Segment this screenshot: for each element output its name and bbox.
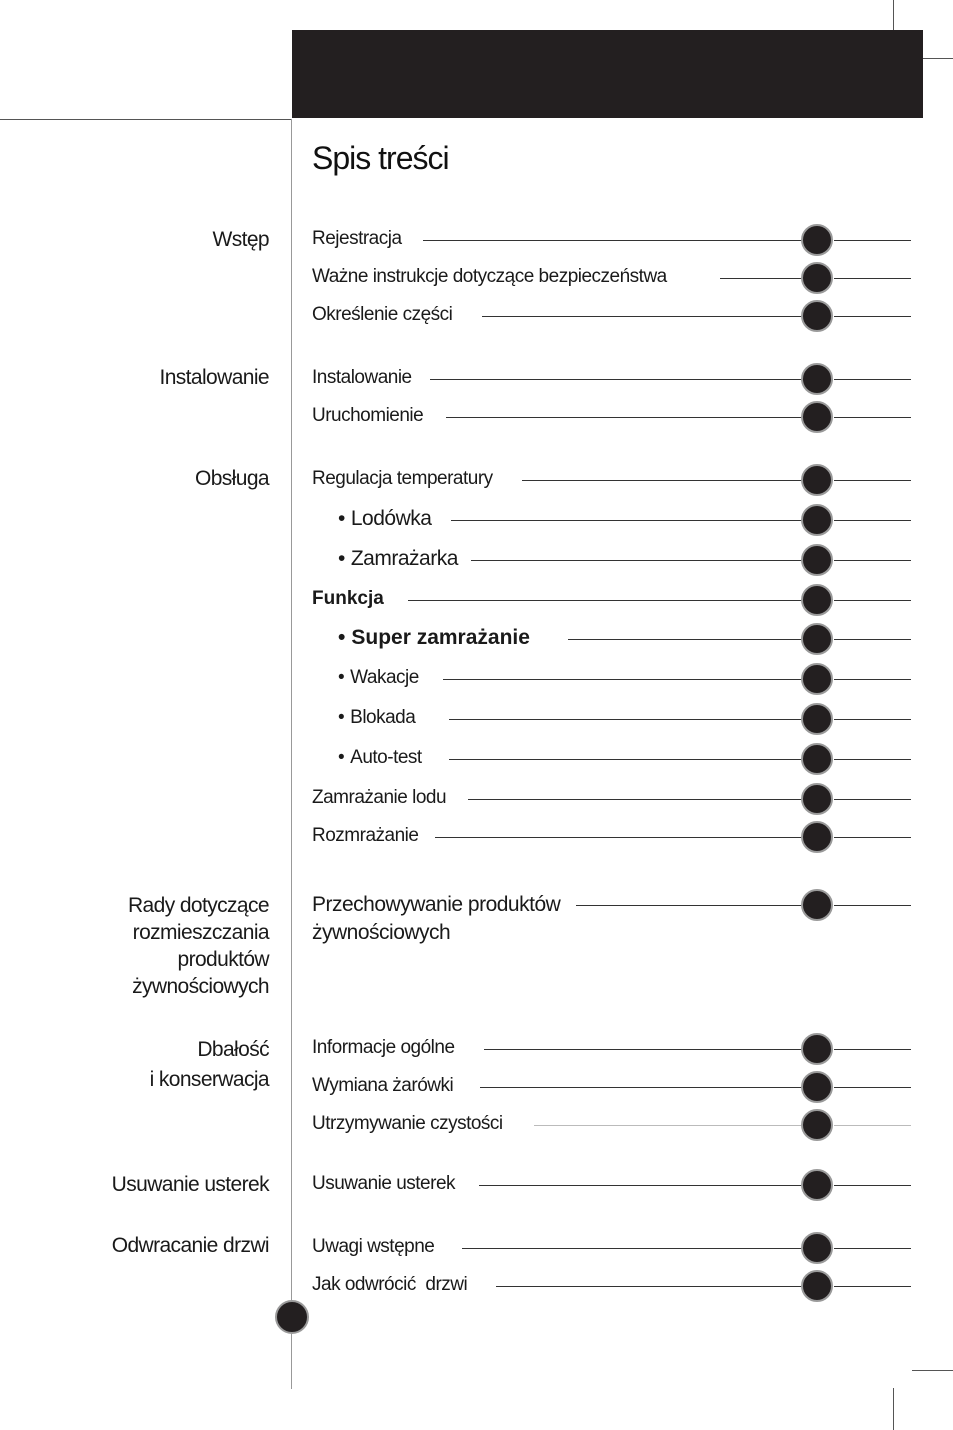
leader-tail (834, 837, 911, 838)
toc-entry-label: Zamrażanie lodu (312, 786, 447, 808)
page-marker-dot (801, 703, 833, 735)
section-label-wstep: Wstęp (212, 228, 269, 251)
toc-entry-label: Rejestracja (312, 227, 402, 249)
leader-line (522, 480, 803, 481)
toc-entry-label (338, 747, 424, 769)
leader-line (534, 1125, 803, 1126)
page-number-dot (275, 1300, 309, 1334)
crop-mark-top (893, 0, 894, 30)
leader-tail (834, 905, 911, 906)
toc-entry-text: Wakacje (350, 666, 419, 688)
page-marker-dot (801, 1033, 833, 1065)
leader-tail (834, 719, 911, 720)
page-marker-dot (801, 783, 833, 815)
page-marker-dot (801, 504, 833, 536)
crop-mark-right-bottom (912, 1370, 953, 1371)
toc-entry-label: Jak odwrócić drzwi (312, 1273, 468, 1295)
leader-tail (834, 560, 911, 561)
leader-tail (834, 759, 911, 760)
leader-tail (834, 240, 911, 241)
bullet-marker: • (338, 746, 345, 768)
toc-entry-label: Funkcja (312, 587, 384, 609)
page-marker-dot (801, 623, 833, 655)
toc-entry-label: Ważne instrukcje dotyczące bezpieczeństwa (312, 265, 667, 287)
page-marker-dot (801, 1109, 833, 1141)
toc-entry-label (338, 667, 421, 689)
leader-line (484, 1049, 803, 1050)
leader-line (443, 679, 803, 680)
toc-entry-label (338, 547, 460, 571)
leader-tail (834, 480, 911, 481)
toc-entry-label: Uwagi wstępne (312, 1235, 435, 1257)
toc-entry-label: Przechowywanie produktów żywnościowych (312, 893, 561, 944)
bullet-marker: • (338, 546, 345, 570)
toc-entry-text: Super zamrażanie (351, 625, 530, 649)
page-marker-dot (801, 1169, 833, 1201)
bullet-marker: • (338, 666, 345, 688)
leader-tail (834, 679, 911, 680)
header-bar (292, 30, 923, 118)
page-marker-dot (801, 663, 833, 695)
leader-tail (834, 1087, 911, 1088)
page-marker-dot (801, 224, 833, 256)
toc-entry-text: Blokada (350, 706, 416, 728)
leader-line (449, 719, 803, 720)
toc-entry-label (338, 507, 433, 531)
page-marker-dot (801, 363, 833, 395)
page-marker-dot (801, 889, 833, 921)
leader-line (479, 1185, 803, 1186)
toc-entry-label (338, 707, 417, 729)
leader-tail (834, 600, 911, 601)
leader-line (451, 520, 803, 521)
section-label-dbalosc: Dbałość i konserwacja (149, 1038, 269, 1091)
top-left-rule (0, 119, 292, 120)
toc-entry-label: Regulacja temperatury (312, 467, 493, 489)
toc-entry-label: Utrzymywanie czystości (312, 1112, 503, 1134)
toc-entry-text: Lodówka (350, 506, 432, 530)
leader-line (449, 759, 803, 760)
toc-entry-text: Auto-test (350, 746, 422, 768)
section-label-usuwanie: Usuwanie usterek (111, 1173, 269, 1196)
leader-tail (834, 799, 911, 800)
page-marker-dot (801, 401, 833, 433)
page-marker-dot (801, 1270, 833, 1302)
page-marker-dot (801, 1232, 833, 1264)
section-label-odwracanie: Odwracanie drzwi (111, 1234, 269, 1257)
toc-entry-label: Wymiana żarówki (312, 1074, 454, 1096)
page-marker-dot (801, 464, 833, 496)
page-title: Spis treści (312, 140, 449, 176)
leader-tail (834, 1049, 911, 1050)
toc-entry-label: Uruchomienie (312, 404, 424, 426)
leader-tail (834, 1125, 911, 1126)
toc-entry-label: Instalowanie (312, 366, 412, 388)
toc-entry-label: Rozmrażanie (312, 824, 419, 846)
toc-entry-label (338, 626, 532, 650)
crop-mark-bottom (893, 1388, 894, 1430)
leader-tail (834, 417, 911, 418)
page-marker-dot (801, 584, 833, 616)
toc-entry-text: Zamrażarka (350, 546, 458, 570)
leader-tail (834, 520, 911, 521)
leader-tail (834, 316, 911, 317)
page-marker-dot (801, 544, 833, 576)
section-label-rady: Rady dotyczące rozmieszczania produktów żywnościowych (127, 894, 269, 998)
leader-line (482, 316, 803, 317)
leader-line (568, 639, 803, 640)
leader-line (462, 1248, 803, 1249)
leader-line (468, 799, 803, 800)
section-label-obsluga: Obsługa (194, 467, 269, 490)
leader-line (720, 278, 803, 279)
page-marker-dot (801, 743, 833, 775)
toc-entry-label: Usuwanie usterek (312, 1172, 456, 1194)
page-marker-dot (801, 262, 833, 294)
leader-tail (834, 1286, 911, 1287)
leader-tail (834, 1248, 911, 1249)
leader-line (423, 240, 803, 241)
leader-line (576, 905, 803, 906)
leader-line (446, 417, 803, 418)
bullet-marker: • (338, 625, 346, 649)
leader-tail (834, 278, 911, 279)
leader-line (480, 1087, 803, 1088)
page-marker-dot (801, 300, 833, 332)
bullet-marker: • (338, 506, 345, 530)
toc-entry-label: Określenie części (312, 303, 453, 325)
leader-line (435, 837, 803, 838)
bullet-marker: • (338, 706, 345, 728)
page-marker-dot (801, 1071, 833, 1103)
leader-line (430, 379, 803, 380)
page-marker-dot (801, 821, 833, 853)
leader-line (496, 1286, 803, 1287)
toc-entry-label: Informacje ogólne (312, 1036, 455, 1058)
leader-line (408, 600, 803, 601)
section-label-instalowanie: Instalowanie (159, 366, 269, 389)
leader-line (471, 560, 803, 561)
leader-tail (834, 639, 911, 640)
crop-mark-right-top (923, 58, 953, 59)
left-column-divider (291, 119, 292, 1389)
leader-tail (834, 1185, 911, 1186)
leader-tail (834, 379, 911, 380)
